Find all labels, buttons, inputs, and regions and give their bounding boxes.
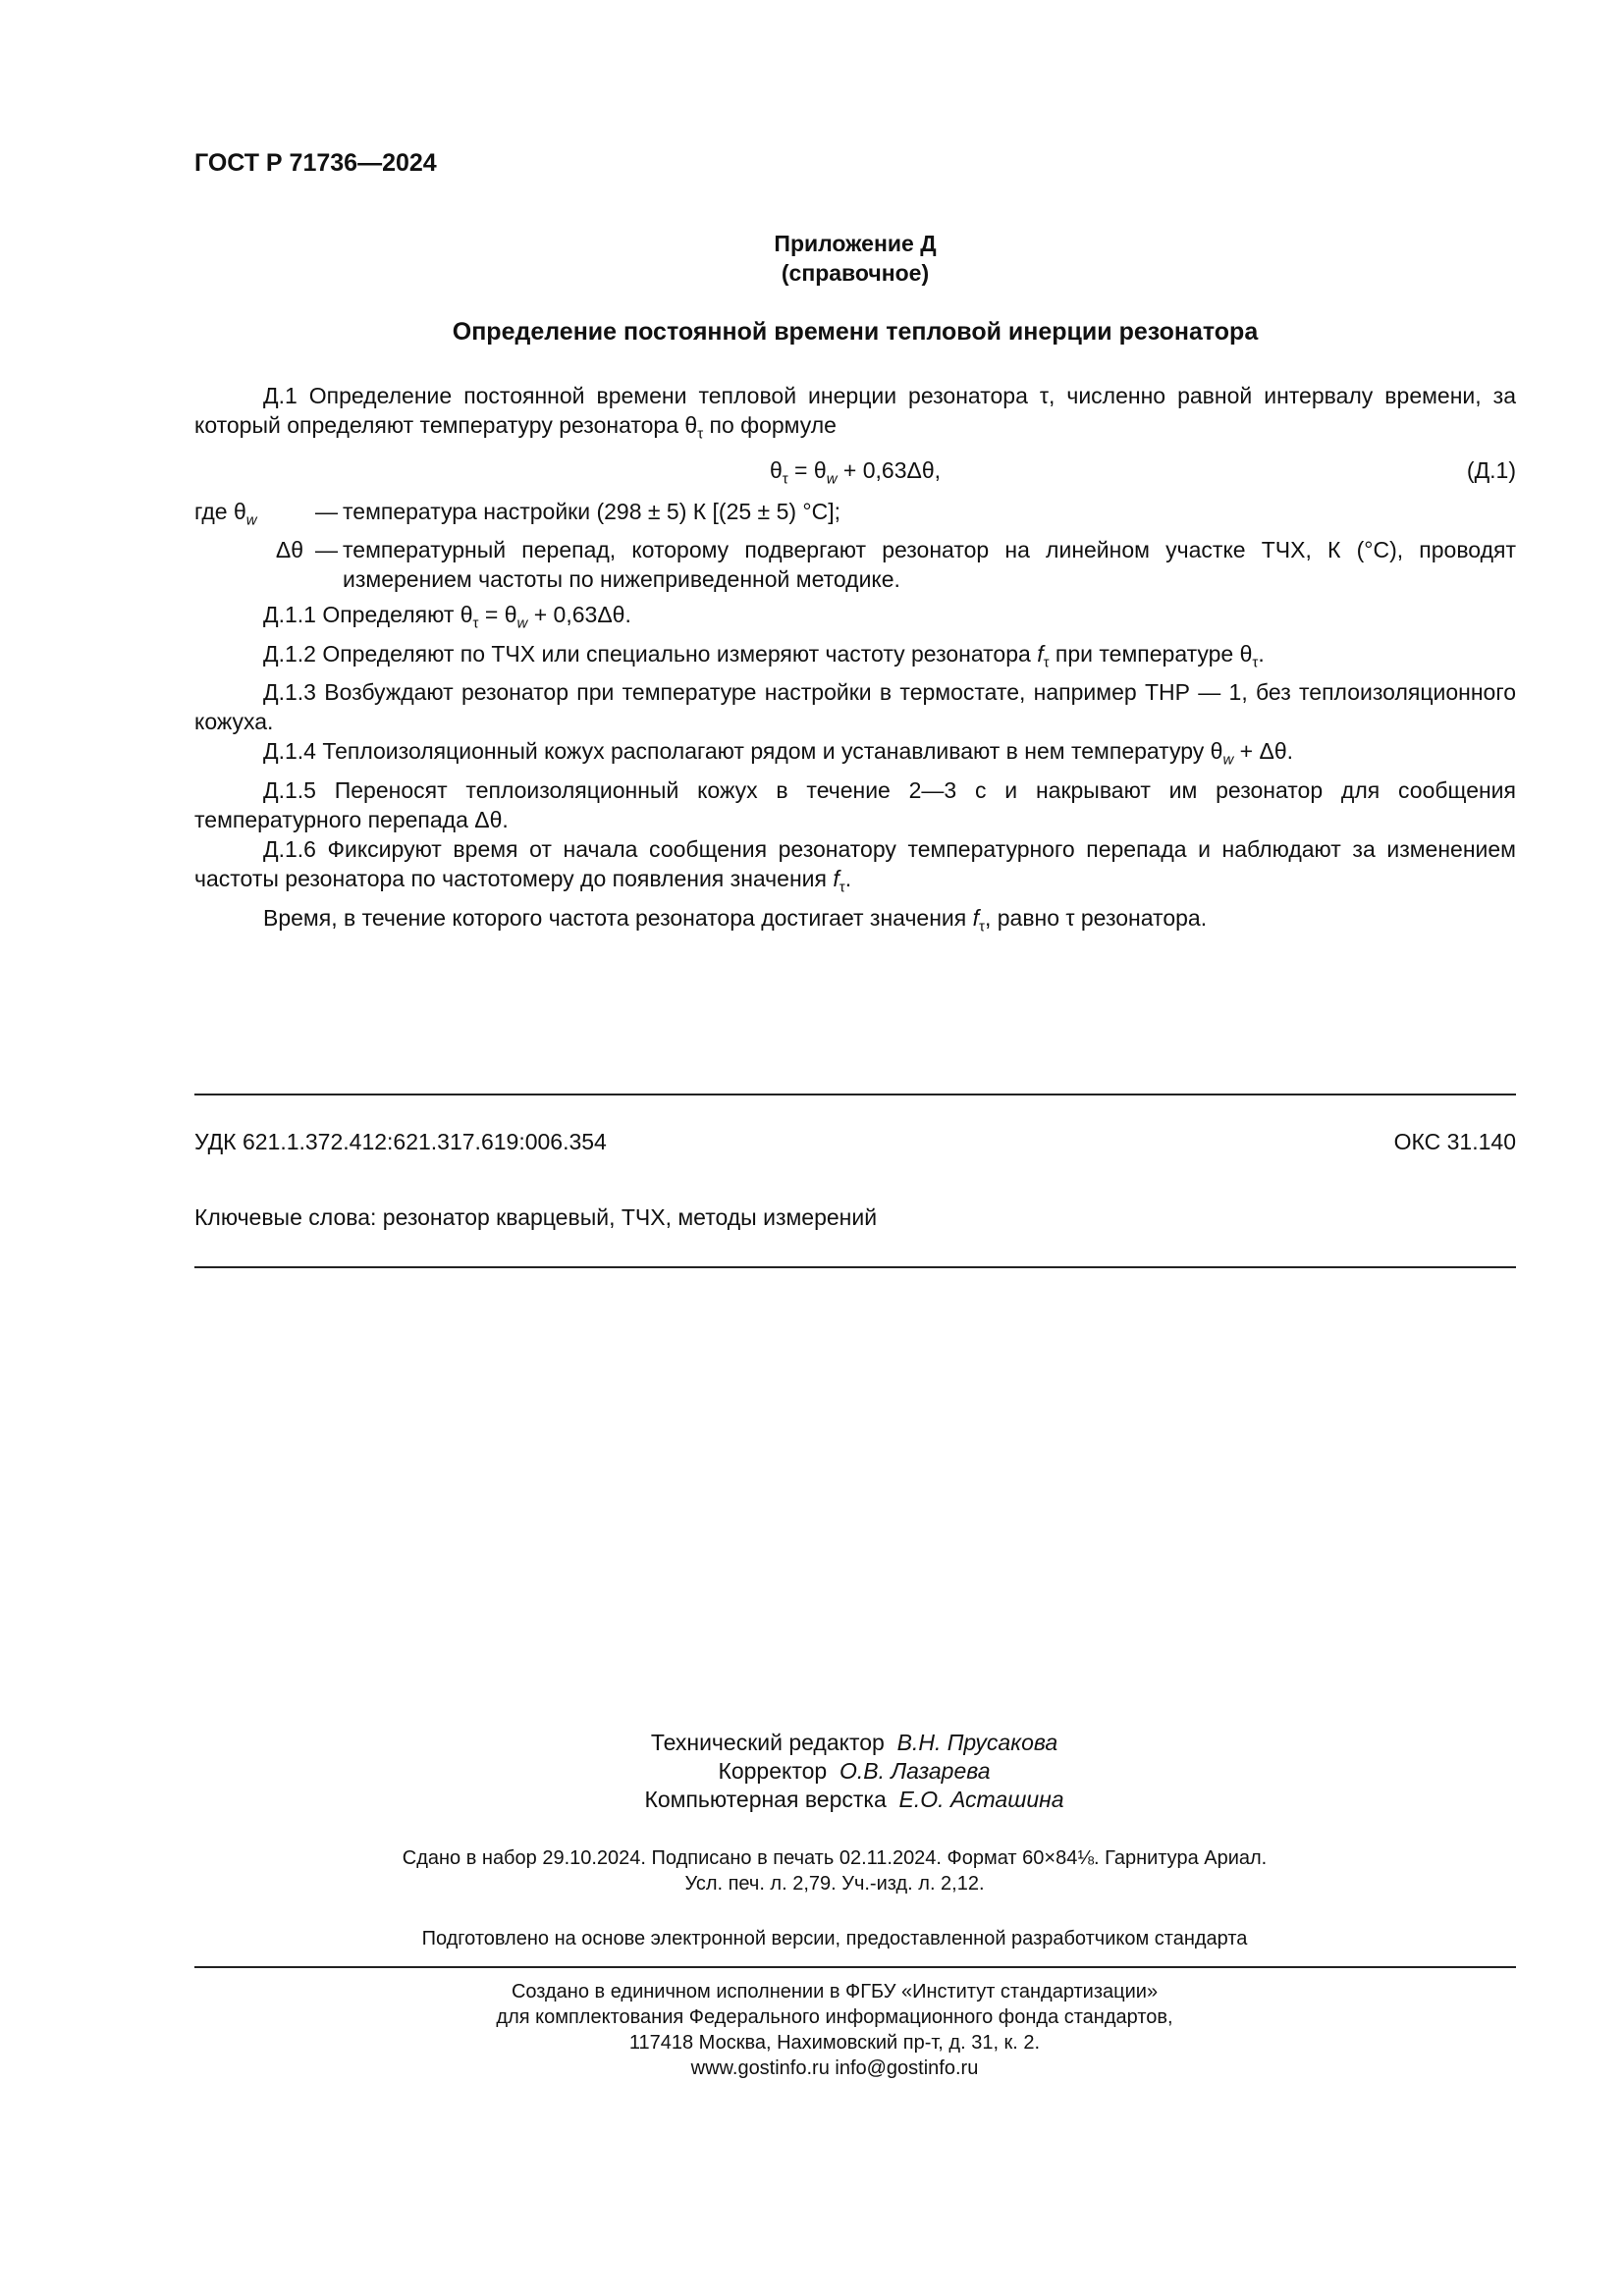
appendix-type: (справочное) xyxy=(781,260,930,286)
oks-code: ОКС 31.140 xyxy=(1393,1129,1516,1154)
formula-expression: $\theta_\tau = \theta_w + 0,63\Delta\theta$, xyxy=(769,456,942,488)
udk-code: УДК 621.1.372.412:621.317.619:006.354 xyxy=(194,1129,607,1154)
imprint-line2: для комплектования Федерального информационного фонда стандартов, xyxy=(496,2006,1173,2028)
divider-bottom xyxy=(194,1266,1516,1268)
paragraph-d14: Д.1.4 Теплоизоляционный кожух располагают рядом и устанавливают в нем температуру $\theta_w + \Delta\theta$. xyxy=(263,738,1294,769)
paragraph-d16: Д.1.6 Фиксируют время от начала сообщения резонатору температурного перепада и наблюдают за изменением частоты резонатора по частотомеру до появления значения $f_\tau$. xyxy=(194,835,1516,896)
print-info-line2: Усл. печ. л. 2,79. Уч.-изд. л. 2,12. xyxy=(684,1873,985,1895)
paragraph-d13: Д.1.3 Возбуждают резонатор при температуре настройки в термостате, например ТНР — 1, без теплоизоляционного кожуха. xyxy=(194,679,1516,735)
imprint-line3: 117418 Москва, Нахимовский пр-т, д. 31, к. 2. xyxy=(628,2032,1041,2054)
imprint xyxy=(295,1979,1375,2081)
document-id: ГОСТ Р 71736—2024 xyxy=(194,149,437,177)
paragraph-d11: Д.1.1 Определяют $\theta_\tau = \theta_w + 0,63\Delta\theta$. xyxy=(263,602,631,632)
divider-imprint xyxy=(194,1966,1516,1968)
print-info xyxy=(295,1845,1375,1896)
formula-number: (Д.1) xyxy=(1466,456,1516,483)
formula-d1 xyxy=(194,455,1516,488)
where-item-delta-theta: Δθ — температурный перепад, которому подвергают резонатор на линейном участке ТЧХ, К (°С), проводят измерением частоты по нижеприведенной методике. xyxy=(275,537,1516,593)
paragraph-final: Время, в течение которого частота резонатора достигает значения $f_\tau$, равно τ резонатора. xyxy=(263,904,1208,935)
paragraph-d15: Д.1.5 Переносят теплоизоляционный кожух в течение 2—3 с и накрывают им резонатор для сообщения температурного перепада Δθ. xyxy=(194,776,1516,832)
credit-tech-editor: Технический редактор В.Н. Прусакова xyxy=(650,1730,1058,1755)
paragraph-d12: Д.1.2 Определяют по ТЧХ или специально измеряют частоту резонатора $f_\tau$ при температуре $\theta_\tau$. xyxy=(263,640,1265,671)
prepared-note: Подготовлено на основе электронной версии, предоставленной разработчиком стандарта xyxy=(421,1928,1248,1949)
appendix-title: Определение постоянной времени тепловой инерции резонатора xyxy=(452,318,1259,346)
appendix-heading xyxy=(194,229,1516,288)
credit-corrector: Корректор О.В. Лазарева xyxy=(718,1758,991,1784)
body-text xyxy=(194,381,1516,941)
credits xyxy=(550,1729,1159,1814)
imprint-line1: Создано в единичном исполнении в ФГБУ «Институт стандартизации» xyxy=(511,1981,1159,2002)
credit-layout: Компьютерная верстка Е.О. Асташина xyxy=(644,1787,1064,1812)
divider-top xyxy=(194,1094,1516,1095)
appendix-label: Приложение Д xyxy=(774,231,937,256)
print-info-line1: Сдано в набор 29.10.2024. Подписано в печать 02.11.2024. Формат 60×84⅛. Гарнитура Ариал. xyxy=(402,1847,1268,1869)
keywords: Ключевые слова: резонатор кварцевый, ТЧХ, методы измерений xyxy=(194,1204,878,1230)
imprint-line4: www.gostinfo.ru info@gostinfo.ru xyxy=(690,2057,979,2079)
paragraph-d1: Д.1 Определение постоянной времени тепловой инерции резонатора τ, численно равной интервалу времени, за который определяют температуру резонатора $\theta_\tau$ по формуле xyxy=(194,383,1516,443)
where-item-theta-w: где $\theta_w$ — температура настройки (298 ± 5) К [(25 ± 5) °С]; xyxy=(194,498,840,529)
